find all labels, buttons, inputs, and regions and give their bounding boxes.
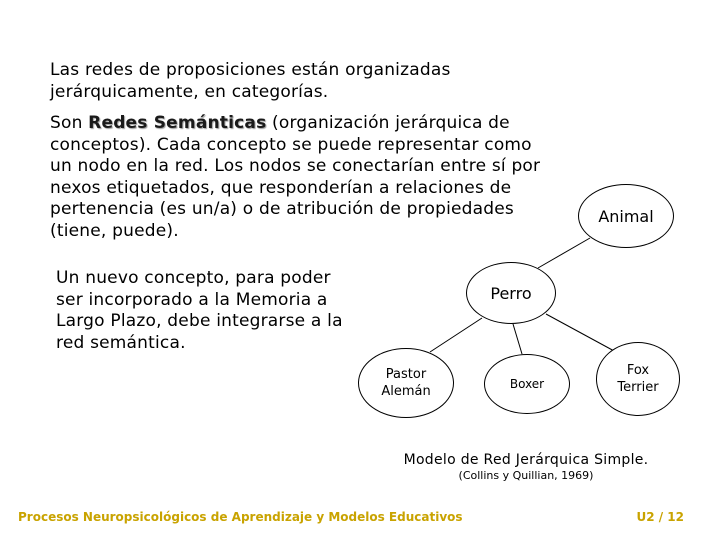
- node-animal: [578, 184, 674, 248]
- node-animal-label: Animal: [598, 206, 654, 226]
- node-perro-label: Perro: [490, 283, 532, 303]
- link-perro-boxer: [513, 324, 522, 354]
- node-perro: [466, 262, 556, 324]
- node-pastor-label-line1: Pastor: [385, 367, 427, 382]
- intro-paragraph: Las redes de proposiciones están organizadas jerárquicamente, en categorías.: [50, 60, 451, 102]
- node-boxer-label: Boxer: [509, 377, 545, 391]
- node-boxer: [484, 354, 570, 414]
- link-animal-perro: [538, 238, 590, 268]
- node-pastor-label-line2: Alemán: [381, 384, 431, 399]
- node-pastor-aleman: [358, 348, 454, 418]
- node-fox-label-line2: Terrier: [617, 380, 659, 395]
- semantic-networks-term: Redes Semánticas: [88, 113, 267, 133]
- footer-course-title: Procesos Neuropsicológicos de Aprendizaje y Modelos Educativos: [18, 510, 463, 524]
- node-fox-label-line1: Fox: [626, 363, 650, 378]
- paragraph-prefix: Son: [50, 113, 89, 133]
- link-perro-fox: [546, 314, 616, 352]
- paragraph-rest: (organización jerárquica de conceptos). Cada concepto se puede representar como un nodo en la red. Los nodos se conectarían entre sí por nexos etiquetados, que responderían a relaciones de pertenencia (es un/a) o de atribución de propiedades (tiene, puede).: [50, 113, 541, 241]
- node-fox-terrier: [596, 342, 680, 416]
- diagram-source: (Collins y Quillian, 1969): [458, 469, 594, 482]
- new-concept-paragraph: Un nuevo concepto, para poder ser incorporado a la Memoria a Largo Plazo, debe integrarse a la red semántica.: [56, 268, 343, 353]
- footer-page-number: U2 / 12: [636, 510, 684, 524]
- diagram-caption: Modelo de Red Jerárquica Simple.: [403, 452, 649, 468]
- link-perro-pastor: [430, 318, 482, 352]
